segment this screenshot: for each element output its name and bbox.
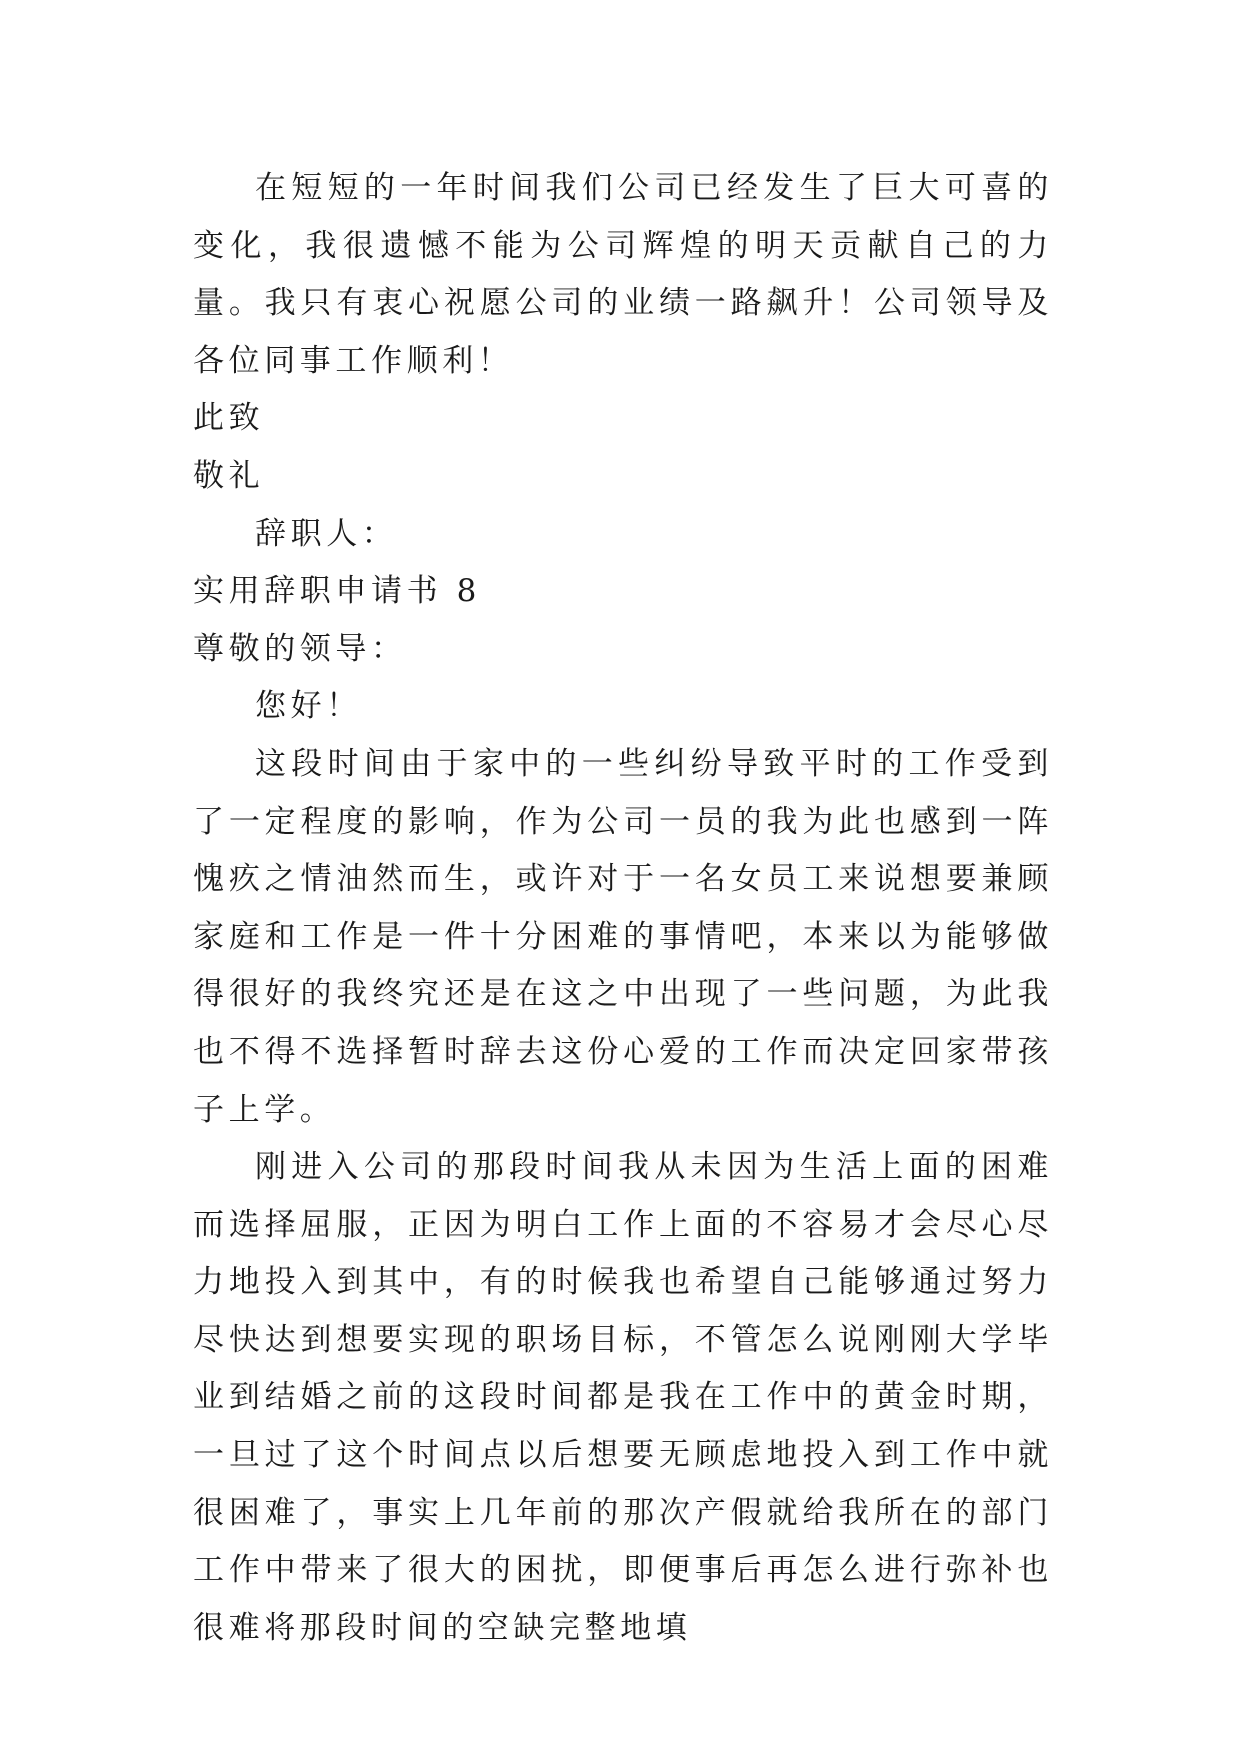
paragraph-2: 这段时间由于家中的一些纠纷导致平时的工作受到了一定程度的影响，作为公司一员的我为此也感到一阵愧疚之情油然而生，或许对于一名女员工来说想要兼顾家庭和工作是一件十分困难的事情吧，本来以为能够做得很好的我终究还是在这之中出现了一些问题，为此我也不得不选择暂时辞去这份心爱的工作而决定回家带孩子上学。 <box>193 745 1053 1128</box>
salutation: 尊敬的领导： <box>193 630 407 667</box>
paragraph-3: 刚进入公司的那段时间我从未因为生活上面的困难而选择屈服，正因为明白工作上面的不容易才会尽心尽力地投入到其中，有的时候我也希望自己能够通过努力尽快达到想要实现的职场目标，不管怎么说刚刚大学毕业到结婚之前的这段时间都是我在工作中的黄金时期，一旦过了这个时间点以后想要无顾虑地投入到工作中就很困难了，事实上几年前的那次产假就给我所在的部门工作中带来了很大的困扰，即便事后再怎么进行弥补也很难将那段时间的空缺完整地填 <box>193 1149 1053 1646</box>
document-body <box>193 160 1053 1657</box>
closing-line-2: 敬礼 <box>193 457 265 494</box>
closing-line-1: 此致 <box>193 400 265 437</box>
greeting: 您好！ <box>255 688 362 725</box>
signature-line: 辞职人： <box>255 515 398 552</box>
paragraph-intro: 在短短的一年时间我们公司已经发生了巨大可喜的变化，我很遗憾不能为公司辉煌的明天贡献自己的力量。我只有衷心祝愿公司的业绩一路飙升！公司领导及各位同事工作顺利！ <box>193 170 1053 379</box>
section-title: 实用辞职申请书 8 <box>193 573 481 610</box>
